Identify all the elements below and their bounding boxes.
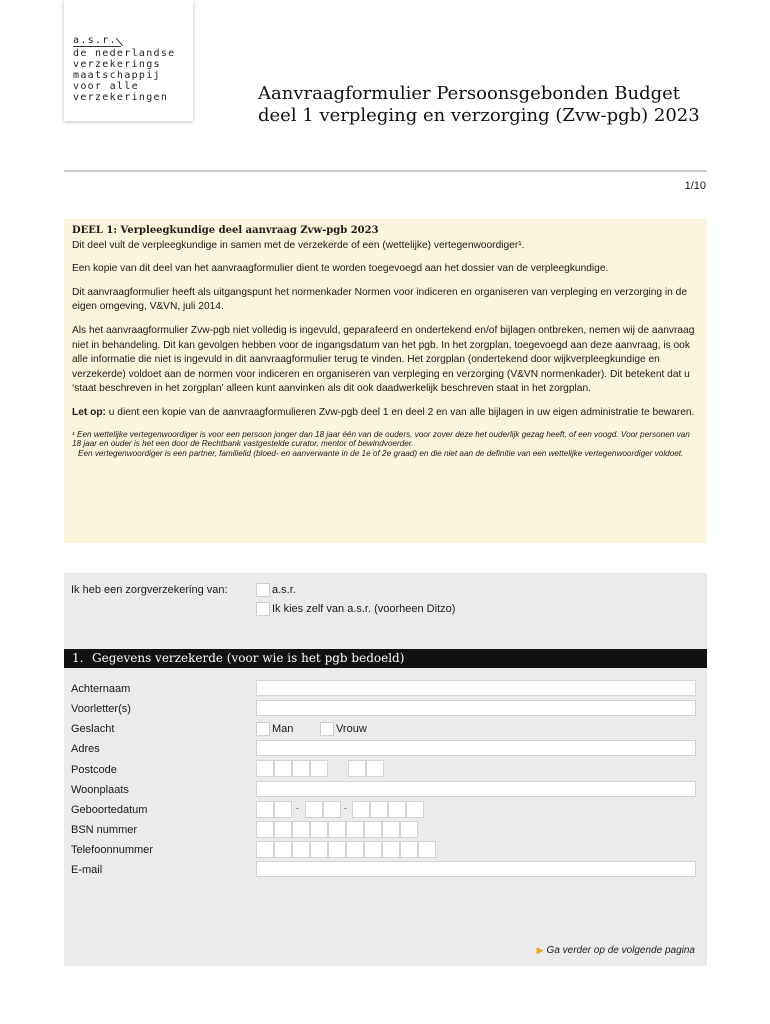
logo-slash <box>116 38 123 46</box>
woonplaats-label: Woonplaats <box>71 784 129 796</box>
geboortedatum-year-4[interactable] <box>406 801 424 818</box>
geboortedatum-year-3[interactable] <box>388 801 406 818</box>
telefoon-label: Telefoonnummer <box>71 844 153 856</box>
page-title-line-1: Aanvraagformulier Persoonsgebonden Budget <box>258 83 681 104</box>
bsn-digit-9[interactable] <box>400 821 418 838</box>
section-1-title: Gegevens verzekerde (voor wie is het pgb bedoeld) <box>92 651 405 665</box>
telefoon-digit-2[interactable] <box>274 841 292 858</box>
bsn-digit-8[interactable] <box>382 821 400 838</box>
info-paragraph-3: Als het aanvraagformulier Zvw-pgb niet volledig is ingevuld, geparafeerd en ondertekend en/of bijlagen ontbreken, nemen wij de aanvraag niet in behandeling. Dit kan gevolgen hebben voor de ingangsdatum van het pgb. In het zorgplan, toegevoegd aan deze aanvraag, is ook alle informatie die niet is ingevuld in dit aanvraagformulier terug te vinden. Het zorgplan (ondertekend door wijkverpleegkundige en verzekerde) voldoet aan de normen voor indiceren en organiseren van verpleging en verzorging (V&VN normenkader). Dit betekent dat u ‘staat beschreven in het zorgplan’ alleen kunt aanvinken als dit ook daadwerkelijk beschreven staat in het zorgplan. <box>72 324 695 395</box>
triangle-right-icon: ▶ <box>536 945 544 955</box>
page-number: 1/10 <box>684 180 706 192</box>
logo-line-3: maatschappij <box>73 70 161 81</box>
form-area <box>64 573 707 966</box>
woonplaats-field[interactable] <box>256 781 696 797</box>
geslacht-vrouw-label: Vrouw <box>336 723 367 735</box>
logo-text <box>73 48 176 103</box>
email-label: E-mail <box>71 864 103 876</box>
geboortedatum-year-1[interactable] <box>352 801 370 818</box>
asr-logo <box>64 0 193 121</box>
header-divider <box>64 170 707 172</box>
date-separator-1: - <box>296 803 299 813</box>
logo-line-5: verzekeringen <box>73 92 169 103</box>
insurance-asr-label: a.s.r. <box>272 584 296 596</box>
let-op-text: u dient een kopie van de aanvraagformulieren Zvw-pgb deel 1 en deel 2 en van alle bijlagen in uw eigen administratie te bewaren. <box>105 406 695 418</box>
page-title-line-2: deel 1 verpleging en verzorging (Zvw-pgb) 2023 <box>258 105 700 126</box>
postcode-digit-1[interactable] <box>256 760 274 777</box>
telefoon-digit-6[interactable] <box>346 841 364 858</box>
insurance-asr-checkbox[interactable] <box>256 583 270 597</box>
footnote-line-1: ¹ Een wettelijke vertegenwoordiger is voor een persoon jonger dan 18 jaar één van de ouders, voor zover deze het ouderlijk gezag heeft, of een voogd. Voor personen van 18 jaar en ouder is het een door de Rechtbank vastgestelde curator, mentor of bewindvoerder. <box>72 429 690 449</box>
logo-line-2: verzekerings <box>73 59 161 70</box>
postcode-digit-2[interactable] <box>274 760 292 777</box>
section-1-header <box>64 649 707 668</box>
geslacht-man-checkbox[interactable] <box>256 722 270 736</box>
voorletters-label: Voorletter(s) <box>71 703 131 715</box>
info-panel <box>64 219 707 543</box>
section-1-number: 1. <box>72 651 84 665</box>
bsn-digit-4[interactable] <box>310 821 328 838</box>
bsn-digit-2[interactable] <box>274 821 292 838</box>
achternaam-field[interactable] <box>256 680 696 696</box>
postcode-digit-4[interactable] <box>310 760 328 777</box>
insurance-label: Ik heb een zorgverzekering van: <box>71 584 228 596</box>
info-heading: DEEL 1: Verpleegkundige deel aanvraag Zvw-pgb 2023 <box>72 225 379 236</box>
insurance-ditzo-label: Ik kies zelf van a.s.r. (voorheen Ditzo) <box>272 603 456 615</box>
insurance-ditzo-checkbox[interactable] <box>256 602 270 616</box>
logo-line-1: de nederlandse <box>73 48 176 59</box>
postcode-digit-3[interactable] <box>292 760 310 777</box>
bsn-digit-1[interactable] <box>256 821 274 838</box>
continue-note <box>537 945 695 956</box>
logo-underline <box>73 46 121 47</box>
geslacht-vrouw-checkbox[interactable] <box>320 722 334 736</box>
postcode-letter-2[interactable] <box>366 760 384 777</box>
telefoon-digit-7[interactable] <box>364 841 382 858</box>
date-separator-2: - <box>344 803 347 813</box>
geslacht-label: Geslacht <box>71 723 115 735</box>
bsn-digit-3[interactable] <box>292 821 310 838</box>
telefoon-digit-4[interactable] <box>310 841 328 858</box>
telefoon-digit-3[interactable] <box>292 841 310 858</box>
telefoon-digit-1[interactable] <box>256 841 274 858</box>
geboortedatum-month-2[interactable] <box>323 801 341 818</box>
adres-label: Adres <box>71 743 100 755</box>
geboortedatum-day-1[interactable] <box>256 801 274 818</box>
bsn-label: BSN nummer <box>71 824 138 836</box>
info-paragraph-1: Een kopie van dit deel van het aanvraagformulier dient te worden toegevoegd aan het dossier van de verpleegkundige. <box>72 263 609 275</box>
geboortedatum-day-2[interactable] <box>274 801 292 818</box>
footnote-line-2: Een vertegenwoordiger is een partner, familielid (bloed- en aanverwante in de 1e of 2e graad) en die niet aan de definitie van een wettelijke vertegenwoordiger voldoet. <box>78 448 684 458</box>
bsn-digit-5[interactable] <box>328 821 346 838</box>
telefoon-digit-9[interactable] <box>400 841 418 858</box>
voorletters-field[interactable] <box>256 700 696 716</box>
email-field[interactable] <box>256 861 696 877</box>
info-intro: Dit deel vult de verpleegkundige in samen met de verzekerde of een (wettelijke) vertegenwoordiger¹. <box>72 239 525 251</box>
info-footnote <box>72 430 698 459</box>
geboortedatum-month-1[interactable] <box>305 801 323 818</box>
telefoon-digit-8[interactable] <box>382 841 400 858</box>
adres-field[interactable] <box>256 740 696 756</box>
page-title <box>258 83 718 127</box>
continue-text: Ga verder op de volgende pagina <box>546 945 695 956</box>
info-paragraph-2: Dit aanvraagformulier heeft als uitgangspunt het normenkader Normen voor indiceren en organiseren van verpleging en verzorging in de eigen omgeving, V&VN, juli 2014. <box>72 286 688 313</box>
geslacht-man-label: Man <box>272 723 294 735</box>
geboortedatum-year-2[interactable] <box>370 801 388 818</box>
geboortedatum-label: Geboortedatum <box>71 804 148 816</box>
logo-line-4: voor alle <box>73 81 139 92</box>
telefoon-digit-10[interactable] <box>418 841 436 858</box>
postcode-letter-1[interactable] <box>348 760 366 777</box>
achternaam-label: Achternaam <box>71 683 131 695</box>
bsn-digit-6[interactable] <box>346 821 364 838</box>
logo-brand: a.s.r. <box>73 35 117 46</box>
postcode-label: Postcode <box>71 764 117 776</box>
telefoon-digit-5[interactable] <box>328 841 346 858</box>
let-op-label: Let op: <box>72 406 106 418</box>
bsn-digit-7[interactable] <box>364 821 382 838</box>
info-let-op <box>72 406 698 421</box>
